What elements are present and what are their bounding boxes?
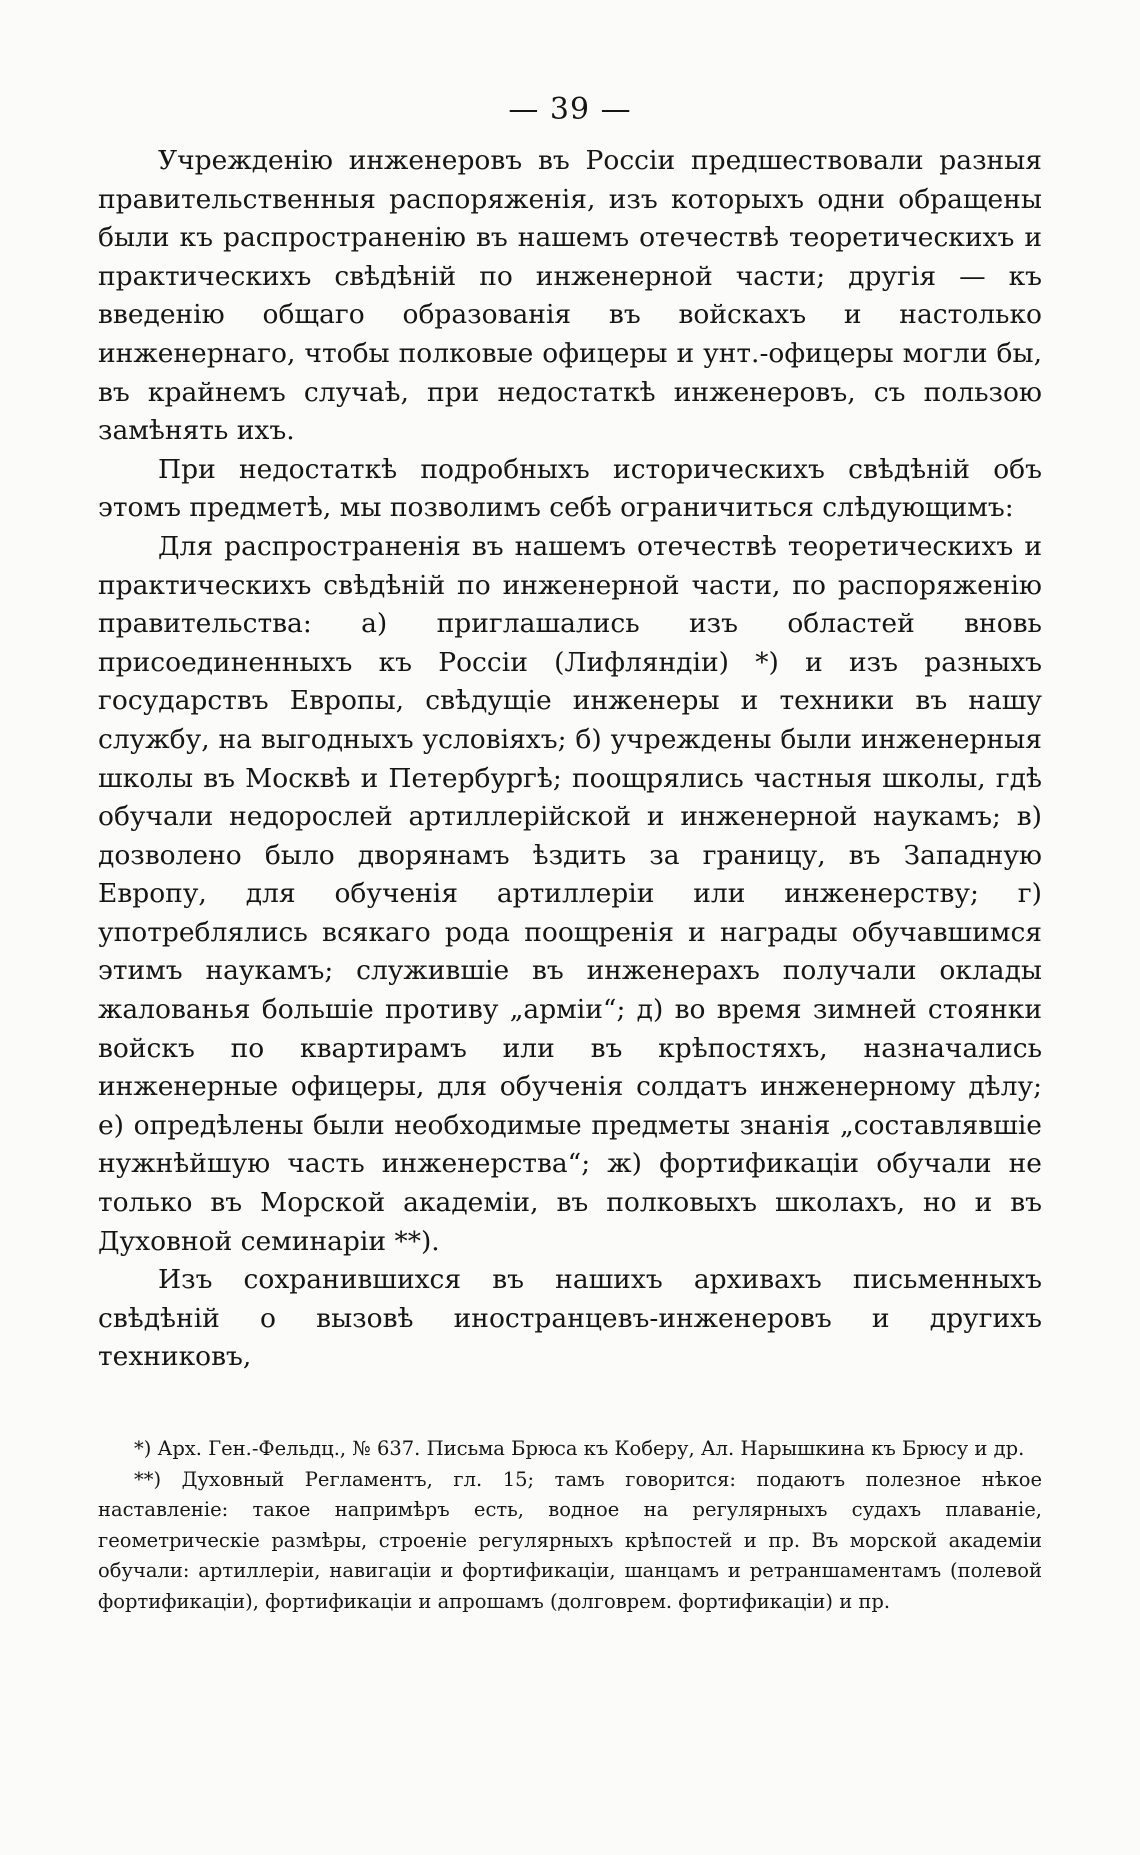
footnote-spiritual-regulation: **) Духовный Регламентъ, гл. 15; тамъ говорится: подаютъ полезное нѣкое наставленіе: такое напримѣръ есть, водное на регулярныхъ судахъ плаваніе, геометрическіе размѣры, строеніе регулярныхъ крѣпостей и пр. Въ морской академіи обучали: артиллеріи, навигаціи и фортификаціи, шанцамъ и ретраншаментамъ (полевой фортификаціи), фортификаціи и апрошамъ (долговрем. фортификаціи) и пр. — [98, 1467, 1042, 1613]
page-number: — 39 — — [508, 92, 632, 127]
paragraph-government-measures: Для распространенія въ нашемъ отечествѣ теоретическихъ и практическихъ свѣдѣній по инженерной части, по распоряженію правительства: а) приглашались изъ областей вновь присоединенныхъ къ Россіи (Лифляндіи) *) и изъ разныхъ государствъ Европы, свѣдущіе инженеры и техники въ нашу службу, на выгодныхъ условіяхъ; б) учреждены были инженерныя школы въ Москвѣ и Петербургѣ; поощрялись частныя школы, гдѣ обучали недорослей артиллерійской и инженерной наукамъ; в) дозволено было дворянамъ ѣздить за границу, въ Западную Европу, для обученія артиллеріи или инженерству; г) употреблялись всякаго рода поощренія и награды обучавшимся этимъ наукамъ; служившіе въ инженерахъ получали оклады жалованья большіе противу „арміи“; д) во время зимней стоянки войскъ по квартирамъ или въ крѣпостяхъ, назначались инженерные офицеры, для обученія солдатъ инженерному дѣлу; е) опредѣлены были необходимые предметы знанія „составлявшіе нужнѣйшую часть инженерства“; ж) фортификаціи обучали не только въ Морской академіи, въ полковыхъ школахъ, но и въ Духовной семинаріи **). — [98, 530, 1042, 1257]
paragraph-archives: Изъ сохранившихся въ нашихъ архивахъ письменныхъ свѣдѣній о вызовѣ иностранцевъ-инженеровъ и другихъ техниковъ, — [98, 1264, 1042, 1373]
footnotes — [98, 1434, 1042, 1617]
footnote-archive-letters: *) Арх. Ген.-Фельдц., № 637. Письма Брюса къ Коберу, Ал. Нарышкина къ Брюсу и др. — [134, 1437, 1025, 1460]
paragraph-institution-intro: Учрежденію инженеровъ въ Россіи предшествовали разныя правительственныя распоряженія, изъ которыхъ одни обращены были къ распространенію въ нашемъ отечествѣ теоретическихъ и практическихъ свѣдѣній по инженерной части; другія — къ введенію общаго образованія въ войскахъ и настолько инженернаго, чтобы полковые офицеры и унт.-офицеры могли бы, въ крайнемъ случаѣ, при недостаткѣ инженеровъ, съ пользою замѣнять ихъ. — [98, 145, 1042, 447]
paragraph-lack-of-records: При недостаткѣ подробныхъ историческихъ свѣдѣній объ этомъ предметѣ, мы позволимъ себѣ ограничиться слѣдующимъ: — [98, 453, 1042, 524]
body-text — [98, 142, 1042, 1377]
